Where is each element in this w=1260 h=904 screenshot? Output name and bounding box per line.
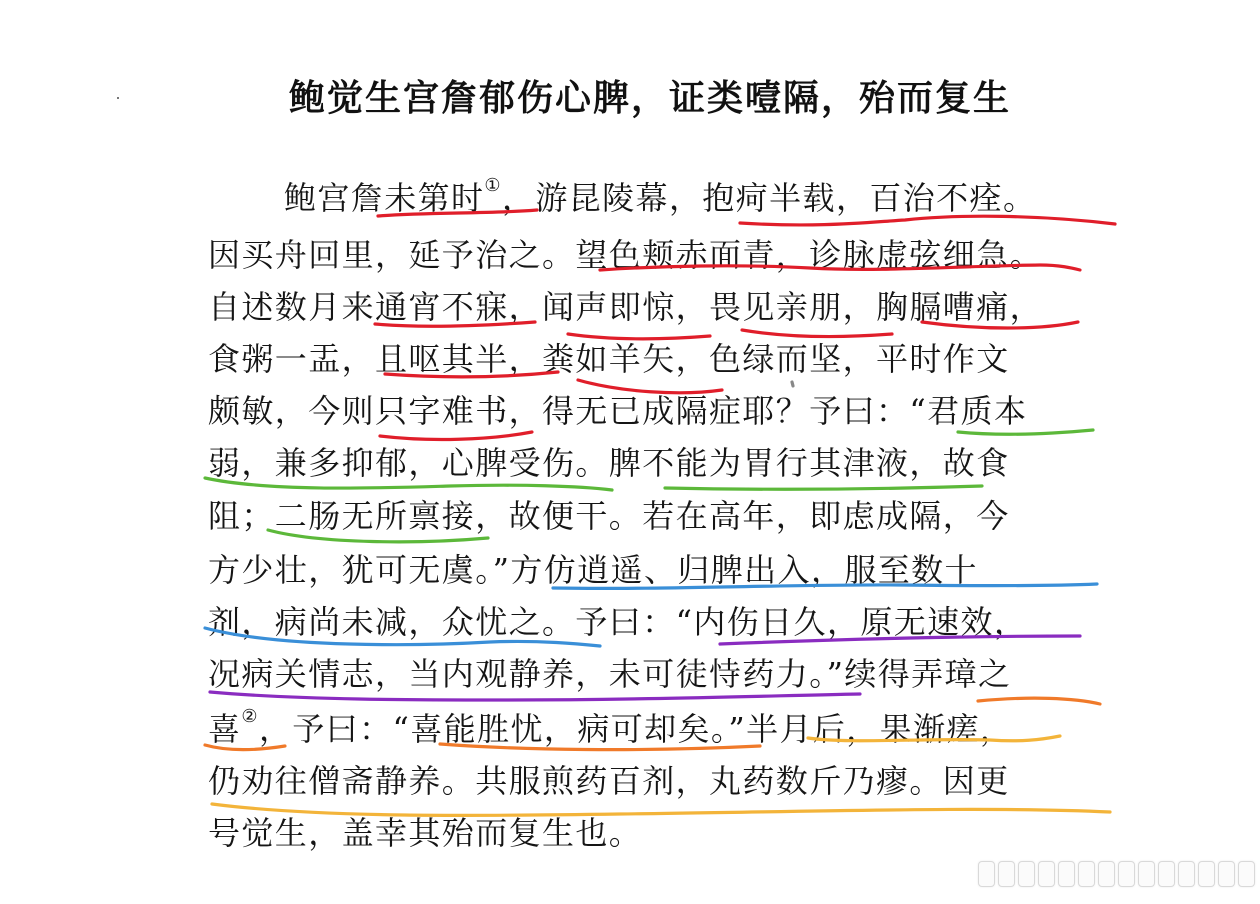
- text-line-8: 方少壮，犹可无虞。”方仿逍遥、归脾出入，服至数十: [208, 551, 978, 589]
- text-line-6: 弱，兼多抑郁，心脾受伤。脾不能为胃行其津液，故食: [208, 444, 1010, 482]
- text-line-2: 因买舟回里，延予治之。望色颊赤面青，诊脉虚弦细急。: [208, 236, 1044, 274]
- page-title: 鲍觉生宫詹郁伤心脾，证类噎隔，殆而复生: [288, 78, 1011, 119]
- footnote-marker-1[interactable]: ①: [484, 175, 502, 196]
- text-segment: ，予曰：“喜能胜忧，病可却矣。”半月后，果渐瘥，: [258, 710, 1014, 748]
- text-segment: 鲍宫詹未第时: [284, 179, 485, 217]
- text-line-12: 仍劝往僧斋静养。共服煎药百剂，丸药数斤乃瘳。因更: [208, 762, 1010, 800]
- text-line-13: 号觉生，盖幸其殆而复生也。: [208, 814, 643, 852]
- text-segment: ，游昆陵幕，抱疴半载，百治不痊。: [501, 179, 1037, 217]
- text-line-7: 阻；二肠无所禀接，故便干。若在高年，即虑成隔，今: [208, 497, 1010, 535]
- text-line-1: [208, 173, 1078, 223]
- text-line-10: 况病关情志，当内观静养，未可徒恃药力。”续得弄璋之: [208, 655, 1012, 693]
- text-line-4: 食粥一盂，且呕其半，粪如羊矢，色绿而坚，平时作文: [208, 340, 1010, 378]
- text-segment: 喜: [208, 710, 242, 748]
- text-line-9: 剂，病尚未减，众忧之。予曰：“内伤日久，原无速效，: [208, 603, 1028, 641]
- footnote-marker-2[interactable]: ②: [241, 706, 259, 727]
- text-line-3: 自述数月来通宵不寐，闻声即惊，畏见亲朋，胸膈嘈痛，: [208, 288, 1044, 326]
- text-line-5: 颇敏，今则只字难书，得无已成隔症耶？予曰：“君质本: [208, 392, 1028, 430]
- watermark-bar: [978, 861, 1255, 885]
- text-line-11: [208, 704, 1078, 754]
